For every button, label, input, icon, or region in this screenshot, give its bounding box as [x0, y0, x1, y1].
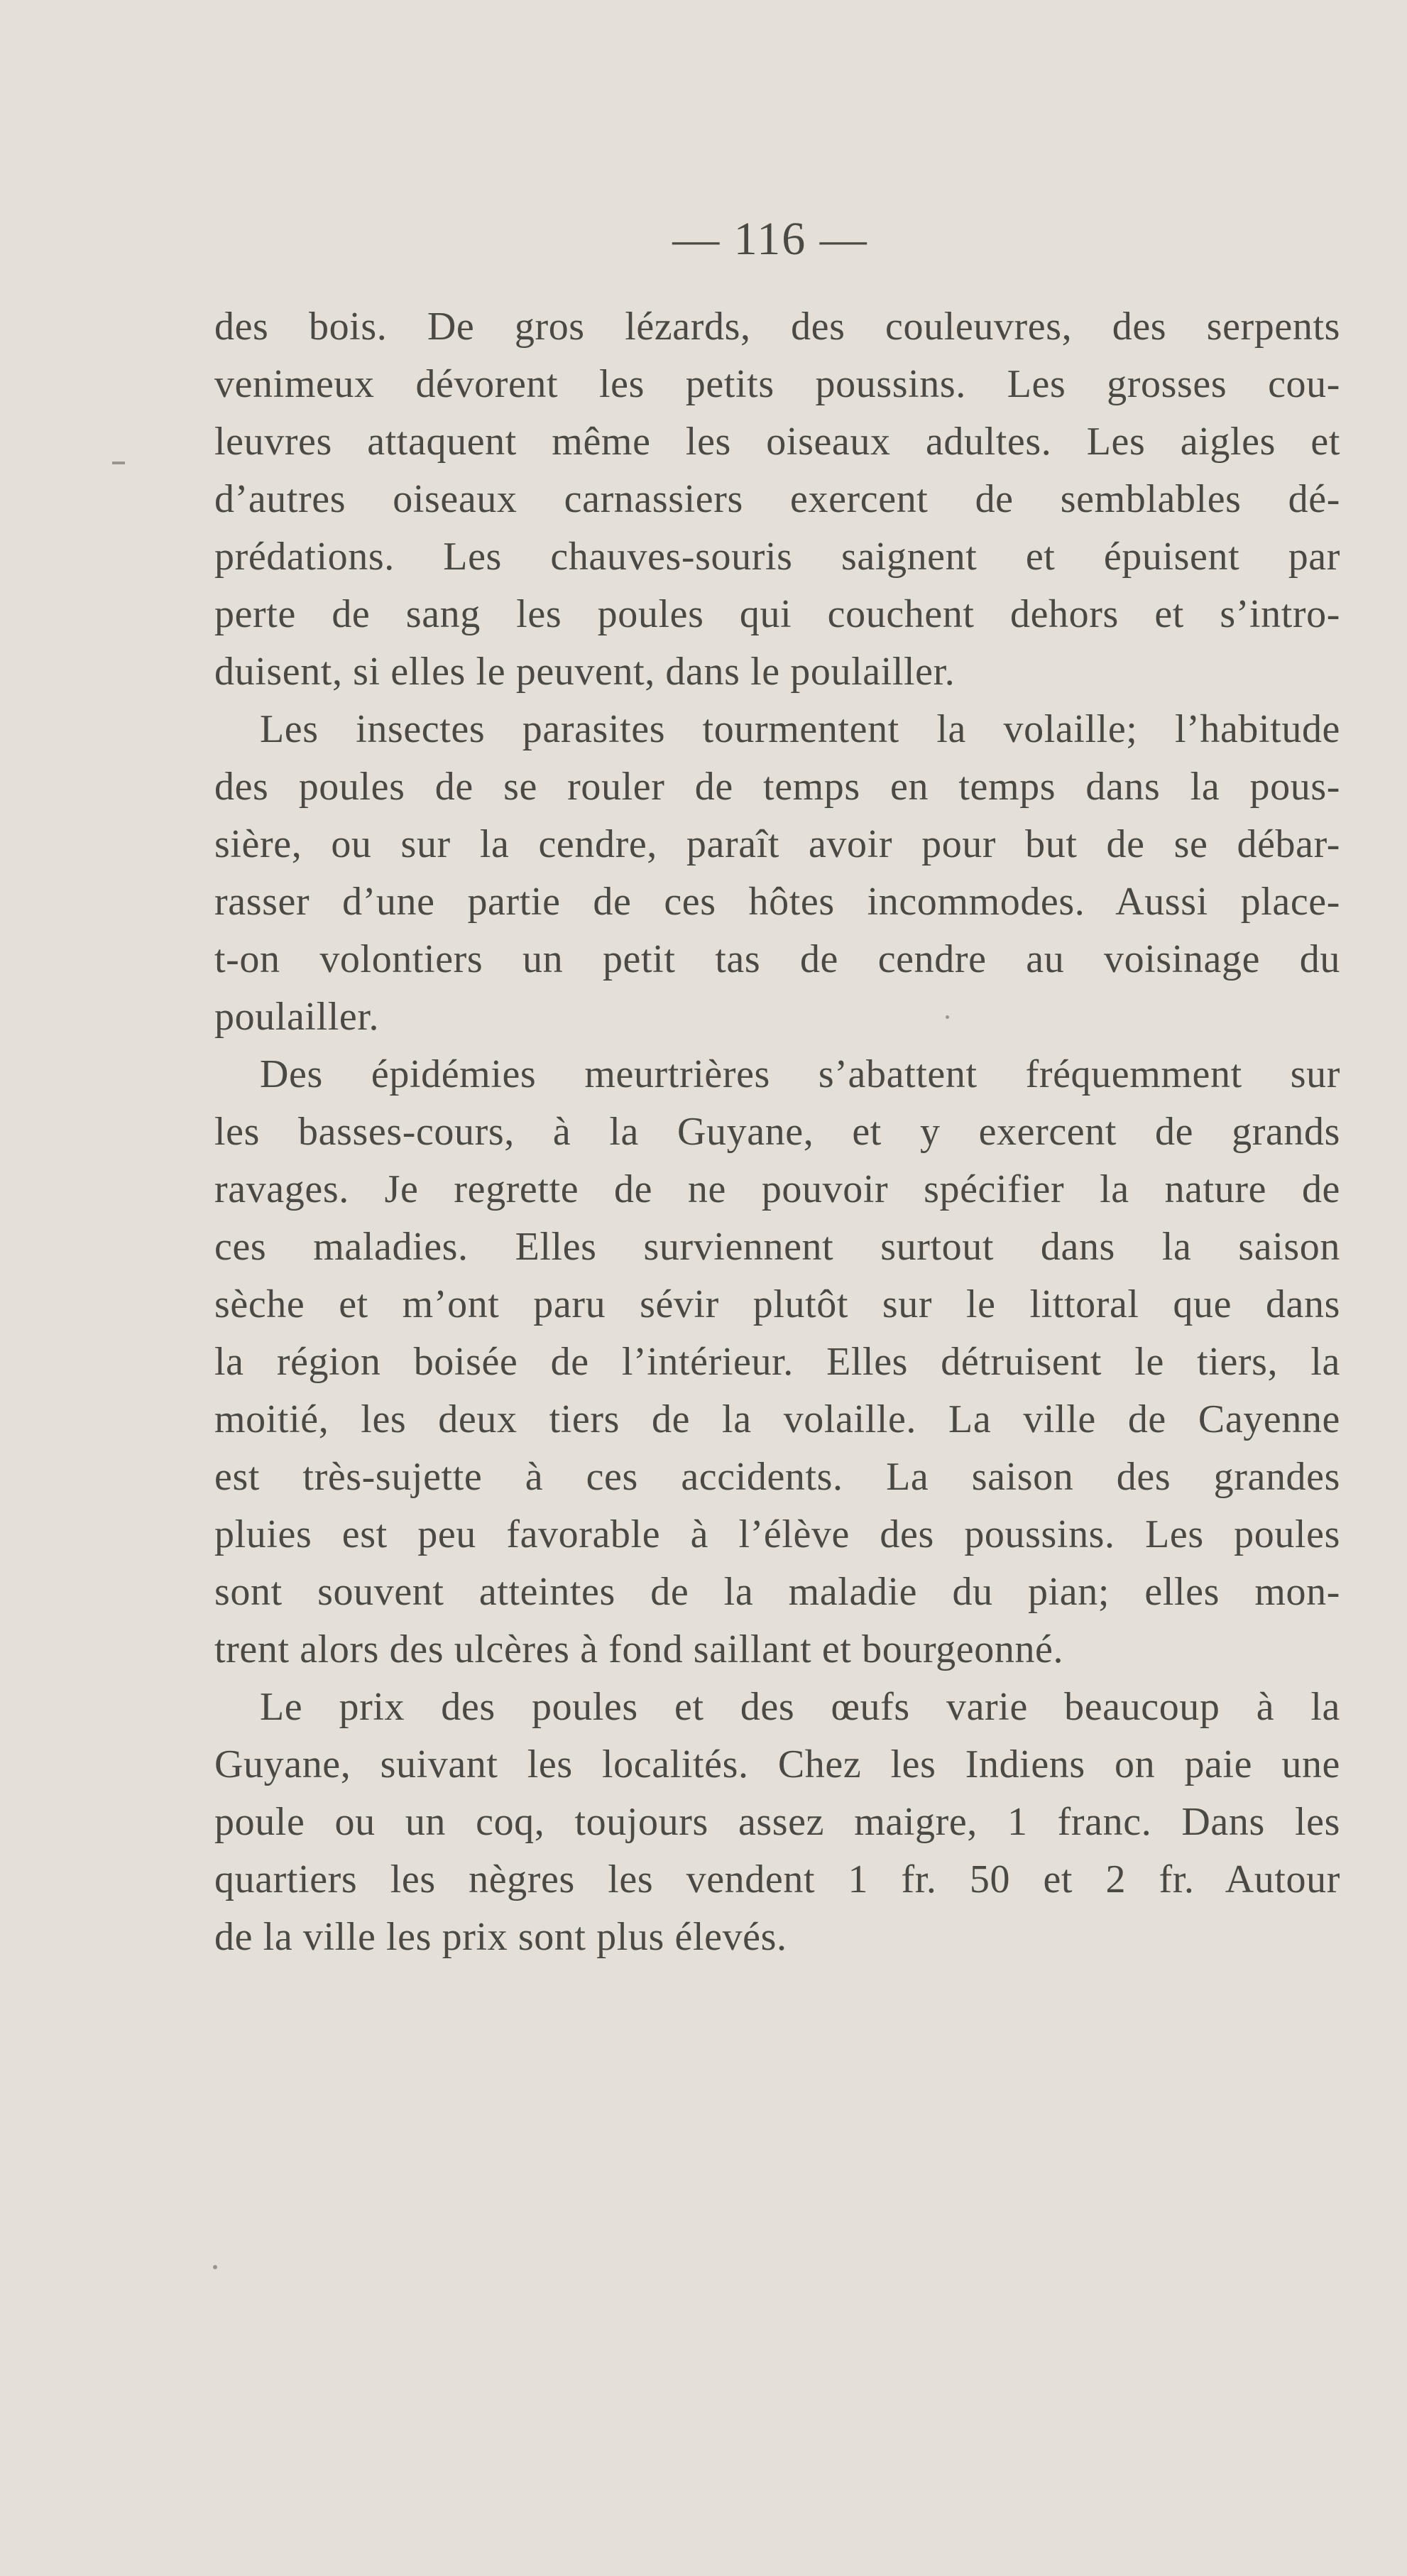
text-line: d’autres oiseaux carnassiers exercent de semblables dé- [214, 477, 1340, 521]
text-line: ravages. Je regrette de ne pouvoir spécifier la nature de [214, 1167, 1340, 1211]
text-line: pluies est peu favorable à l’élève des poussins. Les poules [214, 1512, 1340, 1556]
text-line: ces maladies. Elles surviennent surtout dans la saison [214, 1225, 1340, 1269]
text-line: moitié, les deux tiers de la volaille. La ville de Cayenne [214, 1397, 1340, 1441]
text-line: leuvres attaquent même les oiseaux adultes. Les aigles et [214, 420, 1340, 464]
text-line: rasser d’une partie de ces hôtes incommodes. Aussi place- [214, 880, 1340, 924]
text-line: duisent, si elles le peuvent, dans le poulailler. [214, 650, 956, 694]
text-line: sière, ou sur la cendre, paraît avoir pour but de se débar- [214, 822, 1340, 866]
text-line: sont souvent atteintes de la maladie du pian; elles mon- [214, 1570, 1340, 1614]
paper-speck [946, 1015, 949, 1019]
text-line: sèche et m’ont paru sévir plutôt sur le littoral que dans [214, 1282, 1340, 1326]
margin-speck [112, 462, 125, 464]
page-number: — 116 — [672, 213, 868, 265]
text-line: des bois. De gros lézards, des couleuvres, des serpents [214, 305, 1340, 349]
text-line: Des épidémies meurtrières s’abattent fréquemment sur [260, 1052, 1340, 1096]
text-line: est très-sujette à ces accidents. La saison des grandes [214, 1455, 1340, 1499]
text-line: la région boisée de l’intérieur. Elles détruisent le tiers, la [214, 1340, 1340, 1384]
text-line: poulailler. [214, 995, 380, 1039]
text-line: perte de sang les poules qui couchent dehors et s’intro- [214, 592, 1340, 636]
paper-speck [213, 2265, 217, 2269]
text-line: poule ou un coq, toujours assez maigre, 1 franc. Dans les [214, 1800, 1340, 1844]
text-line: Les insectes parasites tourmentent la volaille; l’habitude [260, 707, 1340, 751]
text-line: Guyane, suivant les localités. Chez les Indiens on paie une [214, 1742, 1340, 1786]
body-text [214, 298, 1340, 1966]
text-line: venimeux dévorent les petits poussins. Les grosses cou- [214, 362, 1340, 406]
text-line: de la ville les prix sont plus élevés. [214, 1915, 787, 1959]
text-line: Le prix des poules et des œufs varie beaucoup à la [260, 1685, 1340, 1729]
text-line: t-on volontiers un petit tas de cendre au voisinage du [214, 937, 1340, 981]
text-line: quartiers les nègres les vendent 1 fr. 50 et 2 fr. Autour [214, 1857, 1340, 1901]
text-line: trent alors des ulcères à fond saillant et bourgeonné. [214, 1627, 1064, 1671]
text-line: les basses-cours, à la Guyane, et y exercent de grands [214, 1110, 1340, 1154]
text-line: des poules de se rouler de temps en temps dans la pous- [214, 765, 1340, 809]
text-line: prédations. Les chauves-souris saignent et épuisent par [214, 535, 1340, 579]
